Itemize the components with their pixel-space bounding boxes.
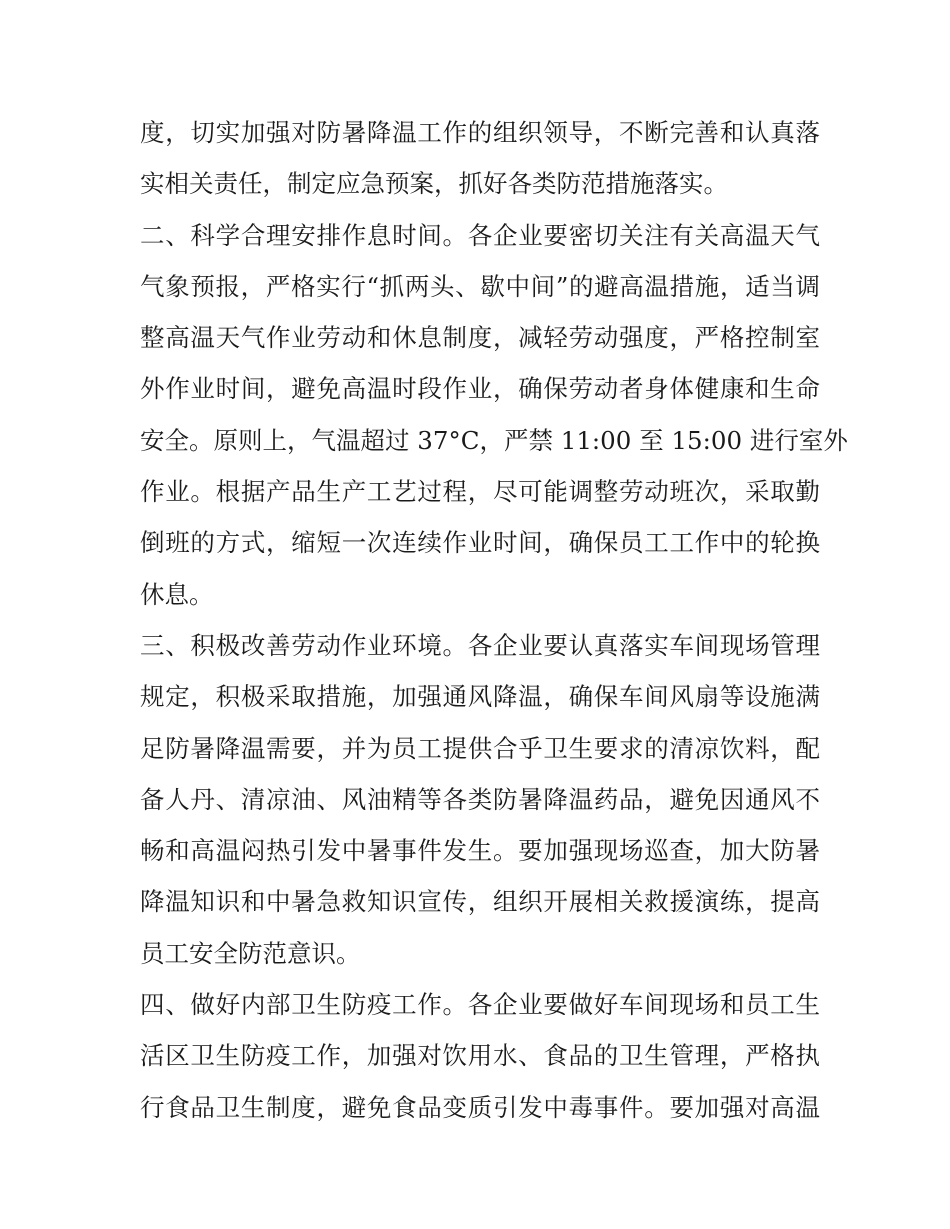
text-line: 整高温天气作业劳动和休息制度，减轻劳动强度，严格控制室 (140, 323, 820, 353)
text-line: 规定，积极采取措施，加强通风降温，确保车间风扇等设施满 (140, 682, 820, 712)
text-line: 畅和高温闷热引发中暑事件发生。要加强现场巡查，加大防暑 (140, 836, 820, 866)
text-line: 外作业时间，避免高温时段作业，确保劳动者身体健康和生命 (140, 374, 820, 404)
document-body-text (140, 107, 848, 1133)
text-line: 实相关责任，制定应急预案，抓好各类防范措施落实。 (140, 169, 728, 199)
text-line: 休息。 (140, 579, 214, 609)
text-line: 备人丹、清凉油、风油精等各类防暑降温药品，避免因通风不 (140, 784, 820, 814)
text-line: 足防暑降温需要，并为员工提供合乎卫生要求的清凉饮料，配 (140, 733, 820, 763)
text-line: 度，切实加强对防暑降温工作的组织领导，不断完善和认真落 (140, 118, 820, 147)
text-line: 二、科学合理安排作息时间。各企业要密切关注有关高温天气 (140, 220, 820, 250)
text-line: 活区卫生防疫工作，加强对饮用水、食品的卫生管理，严格执 (140, 1041, 820, 1071)
text-line: 倒班的方式，缩短一次连续作业时间，确保员工工作中的轮换 (140, 528, 820, 558)
text-line: 行食品卫生制度，避免食品变质引发中毒事件。要加强对高温 (140, 1092, 820, 1122)
text-line: 气象预报，严格实行“抓两头、歇中间”的避高温措施，适当调 (140, 271, 820, 301)
text-line: 员工安全防范意识。 (140, 938, 361, 968)
text-line: 安全。原则上，气温超过 37°C，严禁 11:00 至 15:00 进行室外 (140, 425, 848, 455)
text-line: 作业。根据产品生产工艺过程，尽可能调整劳动班次，采取勤 (140, 477, 820, 507)
text-line: 降温知识和中暑急救知识宣传，组织开展相关救援演练，提高 (140, 887, 820, 917)
text-line: 四、做好内部卫生防疫工作。各企业要做好车间现场和员工生 (140, 990, 820, 1020)
text-line: 三、积极改善劳动作业环境。各企业要认真落实车间现场管理 (140, 630, 820, 660)
